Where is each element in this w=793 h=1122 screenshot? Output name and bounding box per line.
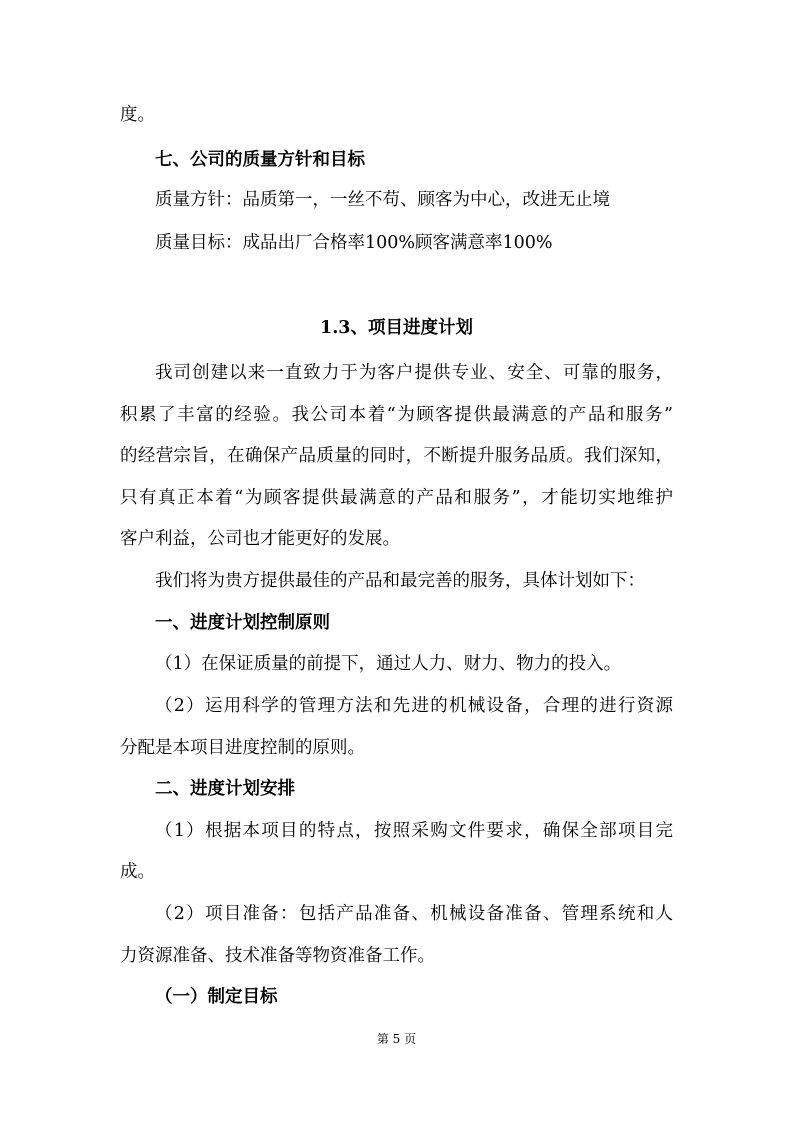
text-line: 度。 bbox=[120, 105, 155, 125]
list-item-continuation: 分配是本项目进度控制的原则。 bbox=[120, 738, 365, 758]
page-number: 第 5 页 bbox=[376, 1032, 417, 1046]
section-heading: 七、公司的质量方针和目标 bbox=[155, 150, 365, 170]
section-heading: 二、进度计划安排 bbox=[155, 779, 295, 799]
paragraph-line: 的经营宗旨，在确保产品质量的同时，不断提升服务品质。我们深知， bbox=[120, 446, 673, 466]
section-heading: （一）制定目标 bbox=[155, 987, 278, 1007]
quality-target: 质量目标：成品出厂合格率100%顾客满意率100% bbox=[155, 233, 553, 253]
paragraph-line: 我司创建以来一直致力于为客户提供专业、安全、可靠的服务， bbox=[155, 363, 673, 383]
section-heading: 一、进度计划控制原则 bbox=[155, 613, 330, 633]
list-item: （1）根据本项目的特点，按照采购文件要求，确保全部项目完 bbox=[155, 821, 673, 841]
paragraph-line: 积累了丰富的经验。我公司本着“为顾客提供最满意的产品和服务” bbox=[120, 405, 673, 425]
list-item-continuation: 成。 bbox=[120, 862, 155, 882]
paragraph-line: 我们将为贵方提供最佳的产品和最完善的服务，具体计划如下： bbox=[155, 571, 645, 591]
quality-policy: 质量方针：品质第一，一丝不苟、顾客为中心，改进无止境 bbox=[155, 190, 610, 210]
paragraph-line: 客户利益，公司也才能更好的发展。 bbox=[120, 529, 400, 549]
list-item: （2）项目准备：包括产品准备、机械设备准备、管理系统和人 bbox=[155, 904, 673, 924]
section-title: 1.3、项目进度计划 bbox=[320, 318, 473, 338]
paragraph-line: 只有真正本着“为顾客提供最满意的产品和服务”，才能切实地维护 bbox=[120, 488, 673, 508]
list-item: （2）运用科学的管理方法和先进的机械设备，合理的进行资源 bbox=[155, 696, 673, 716]
list-item-continuation: 力资源准备、技术准备等物资准备工作。 bbox=[120, 946, 435, 966]
list-item: （1）在保证质量的前提下，通过人力、财力、物力的投入。 bbox=[155, 654, 622, 674]
